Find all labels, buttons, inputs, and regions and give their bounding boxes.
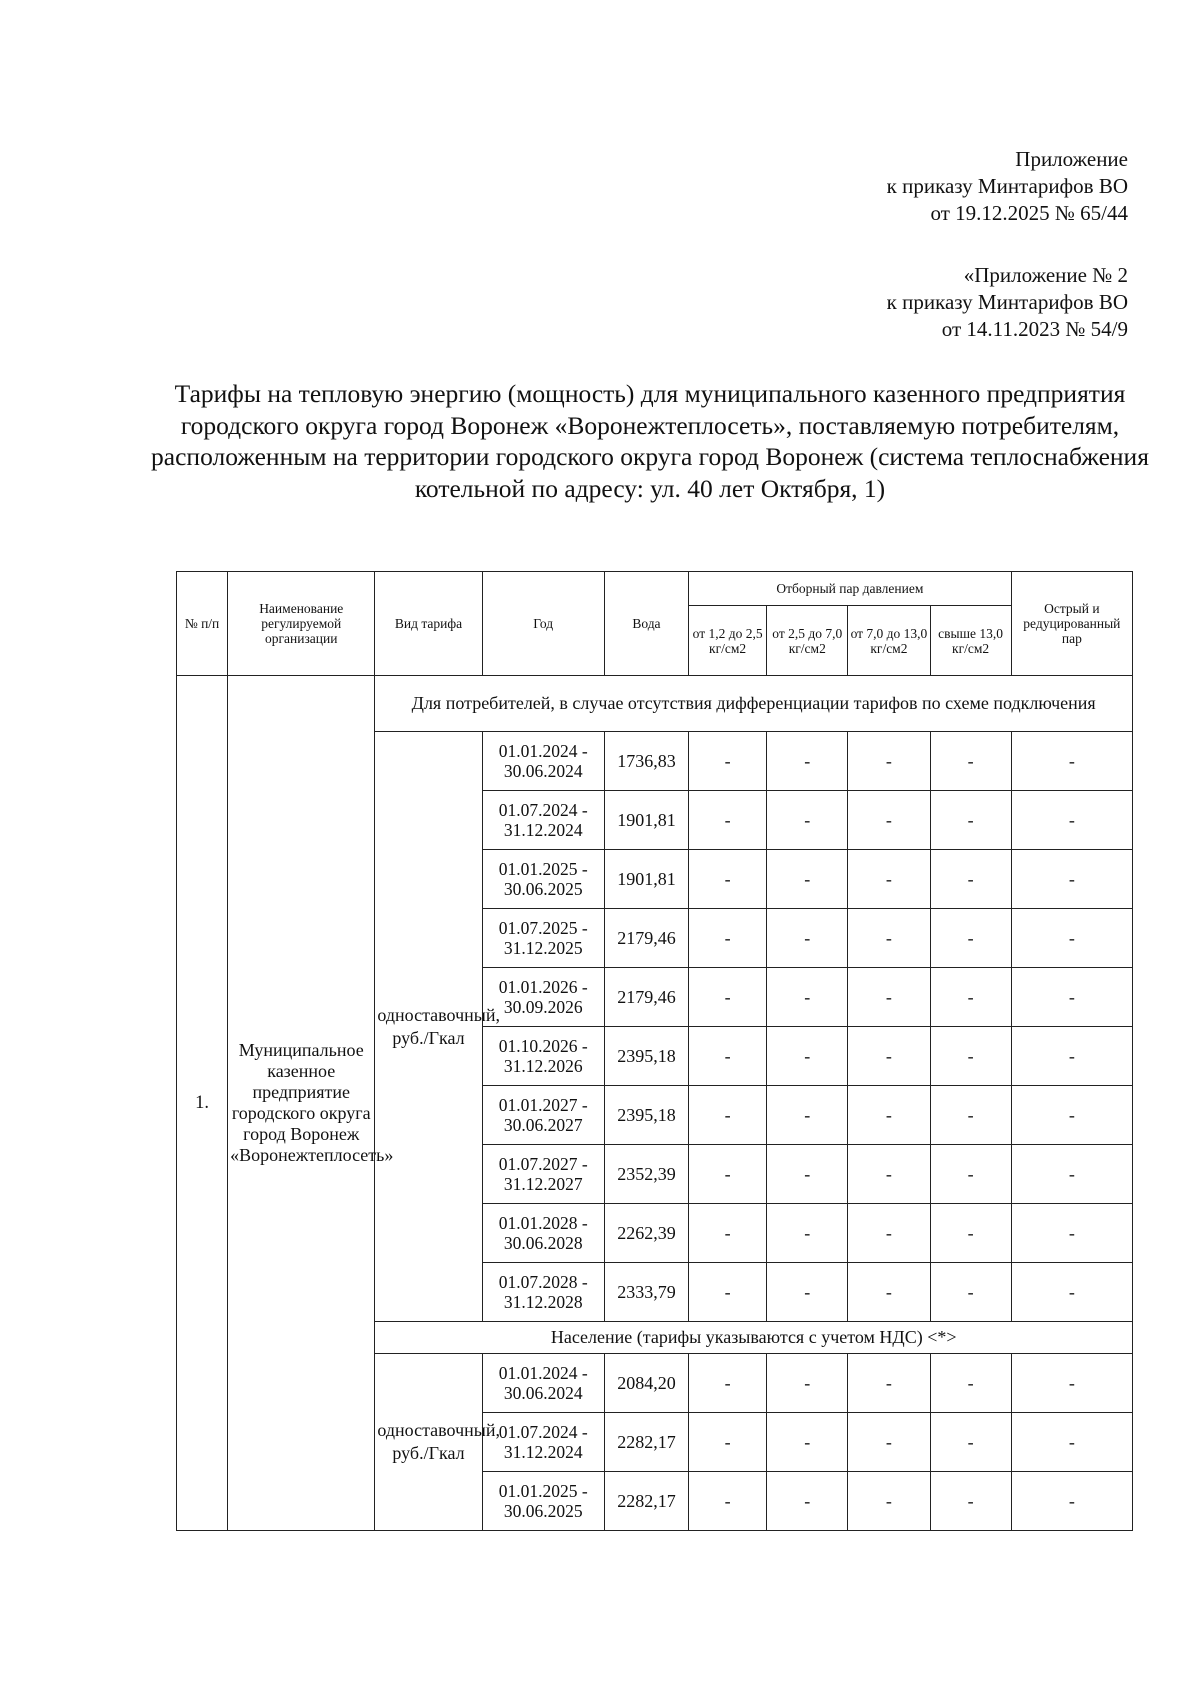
value-cell-s3: - xyxy=(848,909,930,968)
period-cell: 01.07.2028 - 31.12.2028 xyxy=(482,1263,604,1322)
col-header-year: Год xyxy=(482,572,604,676)
value-cell-s4: - xyxy=(930,1027,1011,1086)
water-tariff-cell: 2333,79 xyxy=(604,1263,688,1322)
value-cell-s1: - xyxy=(689,1472,767,1531)
document-title: Тарифы на тепловую энергию (мощность) для муниципального казенного предприятия городского округа город Воронеж «Воронежтеплосеть», поставляемую потребителям, расположенным на территории городского округа город Воронеж (система теплоснабжения котельной по адресу: ул. 40 лет Октября, 1) xyxy=(151,379,1149,503)
value-cell-sharp: - xyxy=(1011,909,1132,968)
value-cell-s1: - xyxy=(689,909,767,968)
appendix-line: «Приложение № 2 xyxy=(963,263,1128,287)
period-cell: 01.07.2024 - 31.12.2024 xyxy=(482,1413,604,1472)
appendix-line: к приказу Минтарифов ВО xyxy=(886,174,1128,198)
water-tariff-cell: 2262,39 xyxy=(604,1204,688,1263)
col-header-water: Вода xyxy=(604,572,688,676)
col-header-steam-4: свыше 13,0 кг/см2 xyxy=(930,606,1011,676)
value-cell-s2: - xyxy=(767,1027,848,1086)
value-cell-sharp: - xyxy=(1011,850,1132,909)
appendix-line: от 19.12.2025 № 65/44 xyxy=(930,201,1128,225)
water-tariff-cell: 2395,18 xyxy=(604,1027,688,1086)
value-cell-s3: - xyxy=(848,1472,930,1531)
col-header-steam-2: от 2,5 до 7,0 кг/см2 xyxy=(767,606,848,676)
period-cell: 01.01.2024 - 30.06.2024 xyxy=(482,1354,604,1413)
period-cell: 01.10.2026 - 31.12.2026 xyxy=(482,1027,604,1086)
value-cell-s2: - xyxy=(767,850,848,909)
value-cell-s3: - xyxy=(848,1145,930,1204)
value-cell-s3: - xyxy=(848,968,930,1027)
value-cell-s3: - xyxy=(848,1086,930,1145)
value-cell-s2: - xyxy=(767,1145,848,1204)
period-cell: 01.01.2027 - 30.06.2027 xyxy=(482,1086,604,1145)
value-cell-s3: - xyxy=(848,1263,930,1322)
appendix-line: Приложение xyxy=(1015,147,1128,171)
row-number: 1. xyxy=(177,676,228,1531)
water-tariff-cell: 2282,17 xyxy=(604,1413,688,1472)
period-cell: 01.07.2024 - 31.12.2024 xyxy=(482,791,604,850)
value-cell-s2: - xyxy=(767,1472,848,1531)
value-cell-s3: - xyxy=(848,1027,930,1086)
col-header-org: Наименование регулируемой организации xyxy=(228,572,375,676)
water-tariff-cell: 1901,81 xyxy=(604,791,688,850)
value-cell-s2: - xyxy=(767,1086,848,1145)
period-cell: 01.07.2027 - 31.12.2027 xyxy=(482,1145,604,1204)
tariff-kind: одноставочный, руб./Гкал xyxy=(375,1354,482,1531)
value-cell-sharp: - xyxy=(1011,791,1132,850)
value-cell-s3: - xyxy=(848,732,930,791)
original-appendix-header xyxy=(887,262,1128,343)
water-tariff-cell: 1736,83 xyxy=(604,732,688,791)
value-cell-s2: - xyxy=(767,791,848,850)
col-header-steam-3: от 7,0 до 13,0 кг/см2 xyxy=(848,606,930,676)
value-cell-sharp: - xyxy=(1011,1086,1132,1145)
col-header-num: № п/п xyxy=(177,572,228,676)
period-cell: 01.01.2025 - 30.06.2025 xyxy=(482,1472,604,1531)
value-cell-s4: - xyxy=(930,1472,1011,1531)
value-cell-s4: - xyxy=(930,732,1011,791)
value-cell-s2: - xyxy=(767,1354,848,1413)
value-cell-s3: - xyxy=(848,850,930,909)
col-header-sharp-steam: Острый и редуцированный пар xyxy=(1011,572,1132,676)
value-cell-sharp: - xyxy=(1011,1413,1132,1472)
value-cell-s2: - xyxy=(767,968,848,1027)
organization-name: Муниципальное казенное предприятие городского округа город Воронеж «Воронежтеплосеть» xyxy=(228,676,375,1531)
value-cell-s4: - xyxy=(930,1086,1011,1145)
period-cell: 01.01.2024 - 30.06.2024 xyxy=(482,732,604,791)
water-tariff-cell: 2352,39 xyxy=(604,1145,688,1204)
water-tariff-cell: 1901,81 xyxy=(604,850,688,909)
col-header-steam-1: от 1,2 до 2,5 кг/см2 xyxy=(689,606,767,676)
value-cell-s1: - xyxy=(689,850,767,909)
value-cell-s4: - xyxy=(930,1413,1011,1472)
value-cell-s1: - xyxy=(689,1027,767,1086)
value-cell-s1: - xyxy=(689,1086,767,1145)
value-cell-s4: - xyxy=(930,1263,1011,1322)
col-header-steam-group: Отборный пар давлением xyxy=(689,572,1012,606)
value-cell-s1: - xyxy=(689,1204,767,1263)
appendix-header xyxy=(887,146,1128,227)
value-cell-s1: - xyxy=(689,968,767,1027)
value-cell-sharp: - xyxy=(1011,1204,1132,1263)
appendix-line: от 14.11.2023 № 54/9 xyxy=(941,317,1128,341)
value-cell-sharp: - xyxy=(1011,1145,1132,1204)
value-cell-s2: - xyxy=(767,732,848,791)
value-cell-s2: - xyxy=(767,1204,848,1263)
section-heading: Для потребителей, в случае отсутствия дифференциации тарифов по схеме подключения xyxy=(375,676,1133,732)
value-cell-s3: - xyxy=(848,1204,930,1263)
value-cell-s4: - xyxy=(930,791,1011,850)
water-tariff-cell: 2084,20 xyxy=(604,1354,688,1413)
value-cell-s3: - xyxy=(848,791,930,850)
tariff-table xyxy=(176,571,1133,1531)
value-cell-s4: - xyxy=(930,968,1011,1027)
water-tariff-cell: 2179,46 xyxy=(604,968,688,1027)
period-cell: 01.07.2025 - 31.12.2025 xyxy=(482,909,604,968)
value-cell-s1: - xyxy=(689,732,767,791)
value-cell-sharp: - xyxy=(1011,1263,1132,1322)
water-tariff-cell: 2179,46 xyxy=(604,909,688,968)
value-cell-s3: - xyxy=(848,1354,930,1413)
value-cell-s4: - xyxy=(930,909,1011,968)
value-cell-sharp: - xyxy=(1011,968,1132,1027)
value-cell-s1: - xyxy=(689,1354,767,1413)
value-cell-s1: - xyxy=(689,1413,767,1472)
value-cell-s3: - xyxy=(848,1413,930,1472)
value-cell-s1: - xyxy=(689,1145,767,1204)
period-cell: 01.01.2028 - 30.06.2028 xyxy=(482,1204,604,1263)
period-cell: 01.01.2025 - 30.06.2025 xyxy=(482,850,604,909)
water-tariff-cell: 2395,18 xyxy=(604,1086,688,1145)
value-cell-s2: - xyxy=(767,909,848,968)
value-cell-sharp: - xyxy=(1011,1027,1132,1086)
value-cell-sharp: - xyxy=(1011,1472,1132,1531)
appendix-line: к приказу Минтарифов ВО xyxy=(886,290,1128,314)
value-cell-s1: - xyxy=(689,791,767,850)
value-cell-s4: - xyxy=(930,850,1011,909)
col-header-kind: Вид тарифа xyxy=(375,572,482,676)
value-cell-s4: - xyxy=(930,1354,1011,1413)
value-cell-s2: - xyxy=(767,1263,848,1322)
tariff-kind: одноставочный, руб./Гкал xyxy=(375,732,482,1322)
period-cell: 01.01.2026 - 30.09.2026 xyxy=(482,968,604,1027)
value-cell-sharp: - xyxy=(1011,732,1132,791)
water-tariff-cell: 2282,17 xyxy=(604,1472,688,1531)
section-heading: Население (тарифы указываются с учетом НДС) <*> xyxy=(375,1322,1133,1354)
value-cell-s4: - xyxy=(930,1145,1011,1204)
value-cell-s1: - xyxy=(689,1263,767,1322)
value-cell-s2: - xyxy=(767,1413,848,1472)
value-cell-sharp: - xyxy=(1011,1354,1132,1413)
value-cell-s4: - xyxy=(930,1204,1011,1263)
